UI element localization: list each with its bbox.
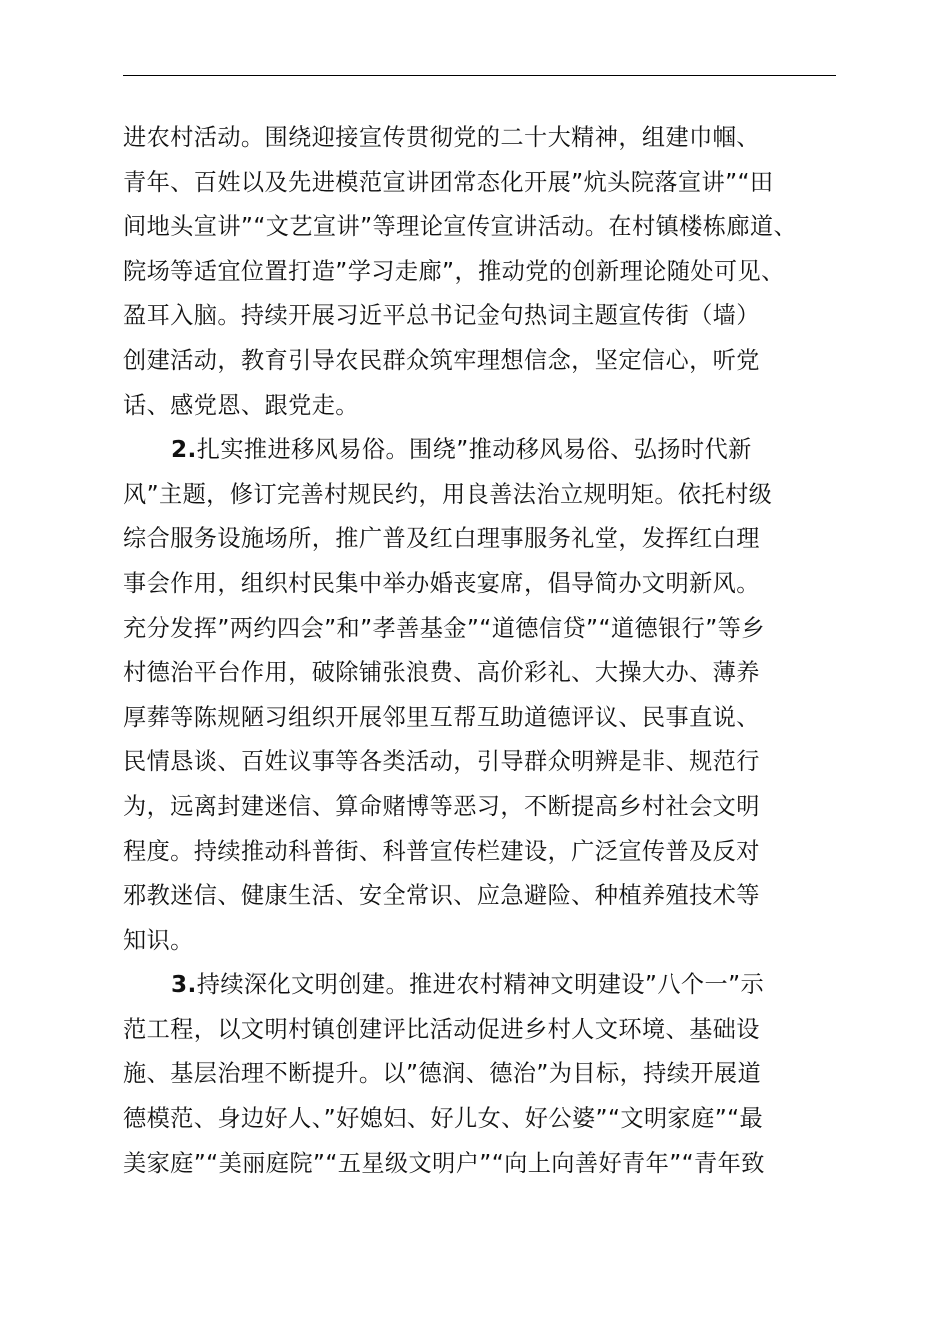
paragraph-line: 综合服务设施场所，推广普及红白理事服务礼堂，发挥红白理 bbox=[123, 525, 760, 553]
paragraph-3 bbox=[123, 963, 841, 1186]
paragraph-line: 间地头宣讲”“文艺宣讲”等理论宣传宣讲活动。在村镇楼栋廊道、 bbox=[123, 213, 798, 241]
paragraph-line: 创建活动，教育引导农民群众筑牢理想信念，坚定信心，听党 bbox=[123, 346, 760, 374]
paragraph-line: 美家庭”“美丽庭院”“五星级文明户”“向上向善好青年”“青年致 bbox=[123, 1149, 765, 1177]
paragraph-line: 范工程，以文明村镇创建评比活动促进乡村人文环境、基础设 bbox=[123, 1015, 760, 1043]
document-body bbox=[123, 116, 841, 1186]
paragraph-first-line bbox=[123, 963, 841, 1008]
paragraph-line: 盈耳入脑。持续开展习近平总书记金句热词主题宣传街（墙） bbox=[123, 302, 760, 330]
paragraph-line: 知识。 bbox=[123, 926, 194, 954]
header-rule bbox=[123, 75, 836, 76]
paragraph-first-line bbox=[123, 428, 841, 473]
paragraph-1 bbox=[123, 116, 841, 428]
paragraph-line: 院场等适宜位置打造”学习走廊”，推动党的创新理论随处可见、 bbox=[123, 257, 785, 285]
paragraph-line: 事会作用，组织村民集中举办婚丧宴席，倡导简办文明新风。 bbox=[123, 569, 760, 597]
paragraph-line: 施、基层治理不断提升。以”德润、德治”为目标，持续开展道 bbox=[123, 1060, 762, 1088]
paragraph-2 bbox=[123, 428, 841, 963]
paragraph-line: 村德治平台作用，破除铺张浪费、高价彩礼、大操大办、薄养 bbox=[123, 659, 760, 687]
paragraph-line: 厚葬等陈规陋习组织开展邻里互帮互助道德评议、民事直说、 bbox=[123, 703, 760, 731]
paragraph-line: 话、感党恩、跟党走。 bbox=[123, 391, 359, 419]
paragraph-line: 风”主题，修订完善村规民约，用良善法治立规明矩。依托村级 bbox=[123, 480, 773, 508]
item-heading-text: 持续深化文明创建。推进农村精神文明建设”八个一”示 bbox=[196, 971, 765, 999]
item-number: 2. bbox=[171, 436, 197, 464]
item-number: 3. bbox=[171, 971, 197, 999]
paragraph-line: 邪教迷信、健康生活、安全常识、应急避险、种植养殖技术等 bbox=[123, 882, 760, 910]
paragraph-line: 民情恳谈、百姓议事等各类活动，引导群众明辨是非、规范行 bbox=[123, 748, 760, 776]
item-heading-text: 扎实推进移风易俗。围绕”推动移风易俗、弘扬时代新 bbox=[196, 436, 752, 464]
paragraph-line: 充分发挥”两约四会”和”孝善基金”“道德信贷”“道德银行”等乡 bbox=[123, 614, 765, 642]
paragraph-line: 为，远离封建迷信、算命赌博等恶习，不断提高乡村社会文明 bbox=[123, 792, 760, 820]
paragraph-line: 进农村活动。围绕迎接宣传贯彻党的二十大精神，组建巾帼、 bbox=[123, 124, 760, 151]
paragraph-line: 德模范、身边好人、”好媳妇、好儿女、好公婆”“文明家庭”“最 bbox=[123, 1105, 764, 1133]
paragraph-line: 青年、百姓以及先进模范宣讲团常态化开展”炕头院落宣讲”“田 bbox=[123, 168, 774, 196]
paragraph-line: 程度。持续推动科普街、科普宣传栏建设，广泛宣传普及反对 bbox=[123, 837, 760, 865]
